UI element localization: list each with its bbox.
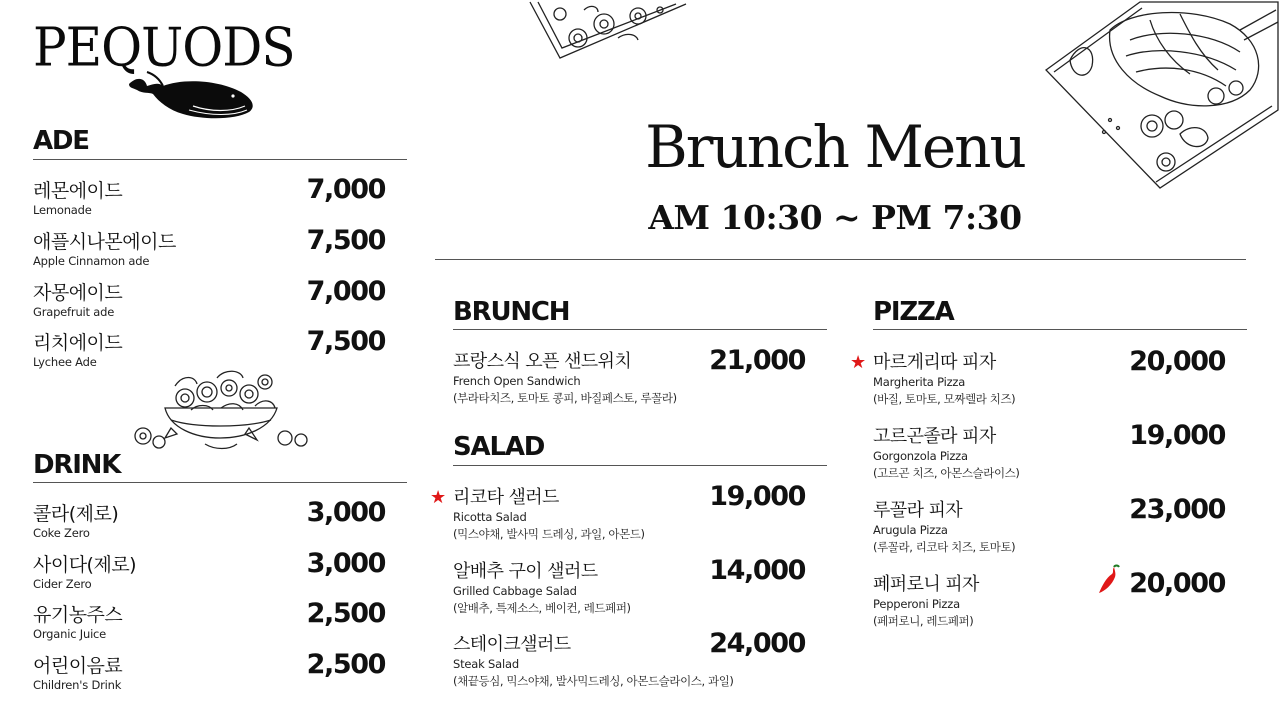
item-name-ko: 자몽에이드 [33, 282, 123, 304]
item-price: 19,000 [1129, 420, 1225, 451]
section-title-salad: SALAD [453, 432, 545, 462]
item-description: (믹스야채, 발사믹 드레싱, 과일, 아몬드) [453, 527, 645, 541]
hero-divider [435, 259, 1246, 260]
menu-item [33, 174, 385, 226]
item-name-en: Cider Zero [33, 577, 92, 591]
item-name-ko: 레몬에이드 [33, 180, 123, 202]
item-name-en: Margherita Pizza [873, 375, 966, 389]
item-name-ko: 프랑스식 오픈 샌드위치 [453, 351, 632, 372]
item-name-ko: 유기농주스 [33, 604, 123, 626]
section-divider-pizza [873, 329, 1247, 330]
section-divider-drink [33, 482, 407, 483]
menu-item [33, 497, 385, 549]
item-description: (채끝등심, 믹스야채, 발사믹드레싱, 아몬드슬라이스, 과일) [453, 674, 734, 688]
menu-item [873, 346, 1225, 414]
section-title-pizza: PIZZA [873, 297, 954, 327]
menu-item [873, 494, 1225, 562]
section-divider-ade [33, 159, 407, 160]
item-name-ko: 어린이음료 [33, 655, 123, 677]
menu-item [453, 345, 805, 413]
salad-bowl-illustration [125, 368, 325, 458]
item-name-en: French Open Sandwich [453, 374, 581, 388]
menu-item [873, 420, 1225, 488]
section-title-drink: DRINK [33, 450, 121, 480]
item-price: 3,000 [306, 548, 385, 579]
section-title-ade: ADE [33, 126, 89, 156]
pizza-slice-illustration [520, 0, 690, 64]
item-name-en: Lychee Ade [33, 355, 97, 369]
item-price: 19,000 [709, 481, 805, 512]
item-price: 23,000 [1129, 494, 1225, 525]
menu-item [33, 276, 385, 328]
item-name-en: Steak Salad [453, 657, 519, 671]
item-name-ko: 루꼴라 피자 [873, 500, 963, 521]
menu-item [33, 548, 385, 600]
menu-item [453, 628, 805, 696]
menu-item [453, 481, 805, 549]
item-price: 7,500 [306, 326, 385, 357]
section-divider-salad [453, 465, 827, 466]
item-name-en: Grapefruit ade [33, 305, 115, 319]
item-name-en: Coke Zero [33, 526, 90, 540]
item-name-en: Grilled Cabbage Salad [453, 584, 577, 598]
item-name-ko: 사이다(제로) [33, 554, 137, 576]
menu-item [33, 598, 385, 650]
brand-name: PEQUODS [33, 16, 295, 79]
item-name-ko: 콜라(제로) [33, 503, 119, 525]
item-price: 21,000 [709, 345, 805, 376]
item-price: 2,500 [306, 598, 385, 629]
item-name-ko: 마르게리따 피자 [873, 352, 996, 373]
whale-icon [123, 66, 263, 122]
item-price: 14,000 [709, 555, 805, 586]
item-price: 20,000 [1129, 346, 1225, 377]
item-price: 7,500 [306, 225, 385, 256]
item-name-en: Lemonade [33, 203, 92, 217]
menu-item [33, 225, 385, 277]
item-name-en: Children's Drink [33, 678, 122, 692]
item-description: (부라타치즈, 토마토 콩피, 바질페스토, 루꼴라) [453, 391, 677, 405]
item-name-ko: 리코타 샐러드 [453, 487, 559, 508]
page-title: Brunch Menu [645, 113, 1025, 181]
item-price: 2,500 [306, 649, 385, 680]
menu-item [873, 568, 1225, 636]
steak-board-illustration [1040, 0, 1280, 190]
item-price: 7,000 [306, 174, 385, 205]
item-price: 24,000 [709, 628, 805, 659]
brand-logo [33, 18, 303, 108]
item-price: 20,000 [1129, 568, 1225, 599]
item-description: (페퍼로니, 레드페퍼) [873, 614, 974, 628]
item-name-ko: 페퍼로니 피자 [873, 574, 979, 595]
section-divider-brunch [453, 329, 827, 330]
item-name-ko: 고르곤졸라 피자 [873, 426, 996, 447]
item-name-en: Arugula Pizza [873, 523, 948, 537]
item-name-ko: 스테이크샐러드 [453, 634, 571, 655]
star-icon: ★ [850, 352, 867, 373]
item-name-en: Ricotta Salad [453, 510, 527, 524]
item-description: (알배추, 특제소스, 베이컨, 레드페퍼) [453, 601, 631, 615]
menu-item [453, 555, 805, 623]
item-name-en: Pepperoni Pizza [873, 597, 960, 611]
item-price: 7,000 [306, 276, 385, 307]
item-description: (바질, 토마토, 모짜렐라 치즈) [873, 392, 1016, 406]
item-name-ko: 알배추 구이 샐러드 [453, 561, 598, 582]
item-description: (루꼴라, 리코타 치즈, 토마토) [873, 540, 1016, 554]
item-name-en: Organic Juice [33, 627, 107, 641]
item-name-ko: 리치에이드 [33, 332, 123, 354]
item-description: (고르곤 치즈, 아몬스슬라이스) [873, 466, 1020, 480]
business-hours: AM 10:30 ~ PM 7:30 [648, 198, 1022, 237]
item-name-en: Apple Cinnamon ade [33, 254, 150, 268]
item-price: 3,000 [306, 497, 385, 528]
menu-item [33, 649, 385, 701]
item-name-ko: 애플시나몬에이드 [33, 231, 176, 253]
section-title-brunch: BRUNCH [453, 297, 570, 327]
star-icon: ★ [430, 487, 447, 508]
item-name-en: Gorgonzola Pizza [873, 449, 968, 463]
